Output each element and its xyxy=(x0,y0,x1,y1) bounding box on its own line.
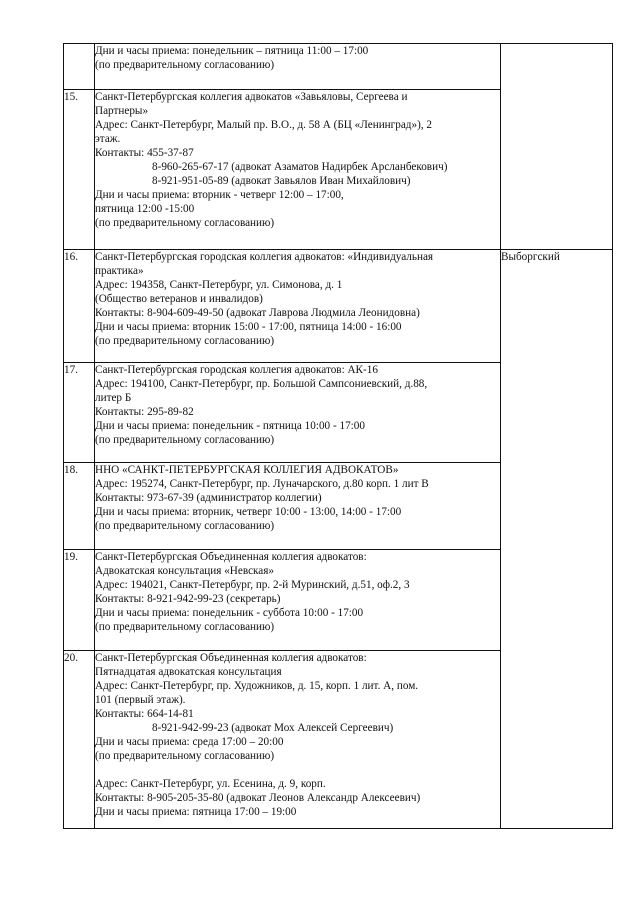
detail-line: (по предварительному согласованию) xyxy=(95,750,275,762)
detail-line: Адрес: Санкт-Петербург, Малый пр. В.О., д. 58 А (БЦ «Ленинград»), 2 xyxy=(95,119,433,131)
district-cell xyxy=(501,44,613,250)
row-number: 18. xyxy=(64,463,95,550)
detail-line: литер Б xyxy=(95,392,132,404)
detail-line: Контакты: 973-67-39 (администратор коллегии) xyxy=(95,492,322,504)
detail-line: Дни и часы приема: среда 17:00 – 20:00 xyxy=(95,736,284,748)
detail-line: практика» xyxy=(95,265,144,277)
table-row xyxy=(64,44,613,90)
district-name: Выборгский xyxy=(501,251,560,263)
row-details xyxy=(95,550,501,651)
row-number: 16. xyxy=(64,250,95,363)
detail-line: Контакты: 8-921-942-99-23 (секретарь) xyxy=(95,593,281,605)
detail-line: (по предварительному согласованию) xyxy=(95,434,275,446)
detail-line: (по предварительному согласованию) xyxy=(95,621,275,633)
detail-line: Пятнадцатая адвокатская консультация xyxy=(95,666,282,678)
detail-line: Дни и часы приема: вторник, четверг 10:00 - 13:00, 14:00 - 17:00 xyxy=(95,506,402,518)
detail-line: Санкт-Петербургская Объединенная коллегия адвокатов: xyxy=(95,551,367,563)
row-details xyxy=(95,44,501,90)
detail-line: Контакты: 8-905-205-35-80 (адвокат Леонов Александр Алексеевич) xyxy=(95,792,421,804)
detail-line: Дни и часы приема: понедельник - суббота 10:00 - 17:00 xyxy=(95,607,364,619)
detail-line: Адвокатская консультация «Невская» xyxy=(95,565,275,577)
row-details xyxy=(95,90,501,250)
detail-line: Адрес: Санкт-Петербург, ул. Есенина, д. 9, корп. xyxy=(95,778,326,790)
detail-line: (по предварительному согласованию) xyxy=(95,335,275,347)
blank-line xyxy=(95,763,500,777)
row-number: 15. xyxy=(64,90,95,250)
detail-line: Адрес: 194100, Санкт-Петербург, пр. Большой Сампсониевский, д.88, xyxy=(95,378,428,390)
detail-line: 8-921-942-99-23 (адвокат Мох Алексей Сергеевич) xyxy=(152,722,394,734)
detail-line: Контакты: 8-904-609-49-50 (адвокат Лаврова Людмила Леонидовна) xyxy=(95,307,420,319)
detail-line: Санкт-Петербургская Объединенная коллегия адвокатов: xyxy=(95,652,367,664)
detail-line: Партнеры» xyxy=(95,105,149,117)
detail-line: Контакты: 295-89-82 xyxy=(95,406,194,418)
detail-line: Дни и часы приема: вторник 15:00 - 17:00, пятница 14:00 - 16:00 xyxy=(95,321,402,333)
row-details xyxy=(95,363,501,463)
detail-line: Контакты: 664-14-81 xyxy=(95,708,194,720)
row-number xyxy=(64,44,95,90)
detail-line: 8-960-265-67-17 (адвокат Азаматов Надирбек Арсланбекович) xyxy=(152,161,448,173)
detail-line: Контакты: 455-37-87 xyxy=(95,147,194,159)
detail-line: Адрес: Санкт-Петербург, пр. Художников, д. 15, корп. 1 лит. А, пом. xyxy=(95,680,419,692)
row-details xyxy=(95,651,501,829)
detail-line: Дни и часы приема: понедельник – пятница 11:00 – 17:00 xyxy=(95,45,369,57)
detail-line: пятница 12:00 -15:00 xyxy=(95,203,195,215)
legal-aid-table xyxy=(63,43,613,829)
row-details xyxy=(95,463,501,550)
detail-line: этаж. xyxy=(95,133,121,145)
row-number: 17. xyxy=(64,363,95,463)
table-row xyxy=(64,250,613,363)
detail-line: (по предварительному согласованию) xyxy=(95,217,275,229)
detail-line: Адрес: 194021, Санкт-Петербург, пр. 2-й Муринский, д.51, оф.2, 3 xyxy=(95,579,410,591)
row-number: 19. xyxy=(64,550,95,651)
detail-line: Адрес: 194358, Санкт-Петербург, ул. Симонова, д. 1 xyxy=(95,279,343,291)
detail-line: 101 (первый этаж). xyxy=(95,694,186,706)
detail-line: Дни и часы приема: понедельник - пятница 10:00 - 17:00 xyxy=(95,420,365,432)
detail-line: ННО «САНКТ-ПЕТЕРБУРГСКАЯ КОЛЛЕГИЯ АДВОКАТОВ» xyxy=(95,464,399,476)
row-details xyxy=(95,250,501,363)
detail-line: (по предварительному согласованию) xyxy=(95,520,275,532)
detail-line: Дни и часы приема: вторник - четверг 12:00 – 17:00, xyxy=(95,189,344,201)
detail-line: (Общество ветеранов и инвалидов) xyxy=(95,293,263,305)
detail-line: Санкт-Петербургская коллегия адвокатов «Завьяловы, Сергеева и xyxy=(95,91,408,103)
detail-line: Дни и часы приема: пятница 17:00 – 19:00 xyxy=(95,806,297,818)
detail-line: Адрес: 195274, Санкт-Петербург, пр. Луначарского, д.80 корп. 1 лит В xyxy=(95,478,429,490)
district-cell xyxy=(501,250,613,829)
detail-line: (по предварительному согласованию) xyxy=(95,59,275,71)
table-body xyxy=(64,44,613,829)
detail-line: 8-921-951-05-89 (адвокат Завьялов Иван Михайлович) xyxy=(152,175,411,187)
detail-line: Санкт-Петербургская городская коллегия адвокатов: АК-16 xyxy=(95,364,378,376)
detail-line: Санкт-Петербургская городская коллегия адвокатов: «Индивидуальная xyxy=(95,251,434,263)
row-number: 20. xyxy=(64,651,95,829)
